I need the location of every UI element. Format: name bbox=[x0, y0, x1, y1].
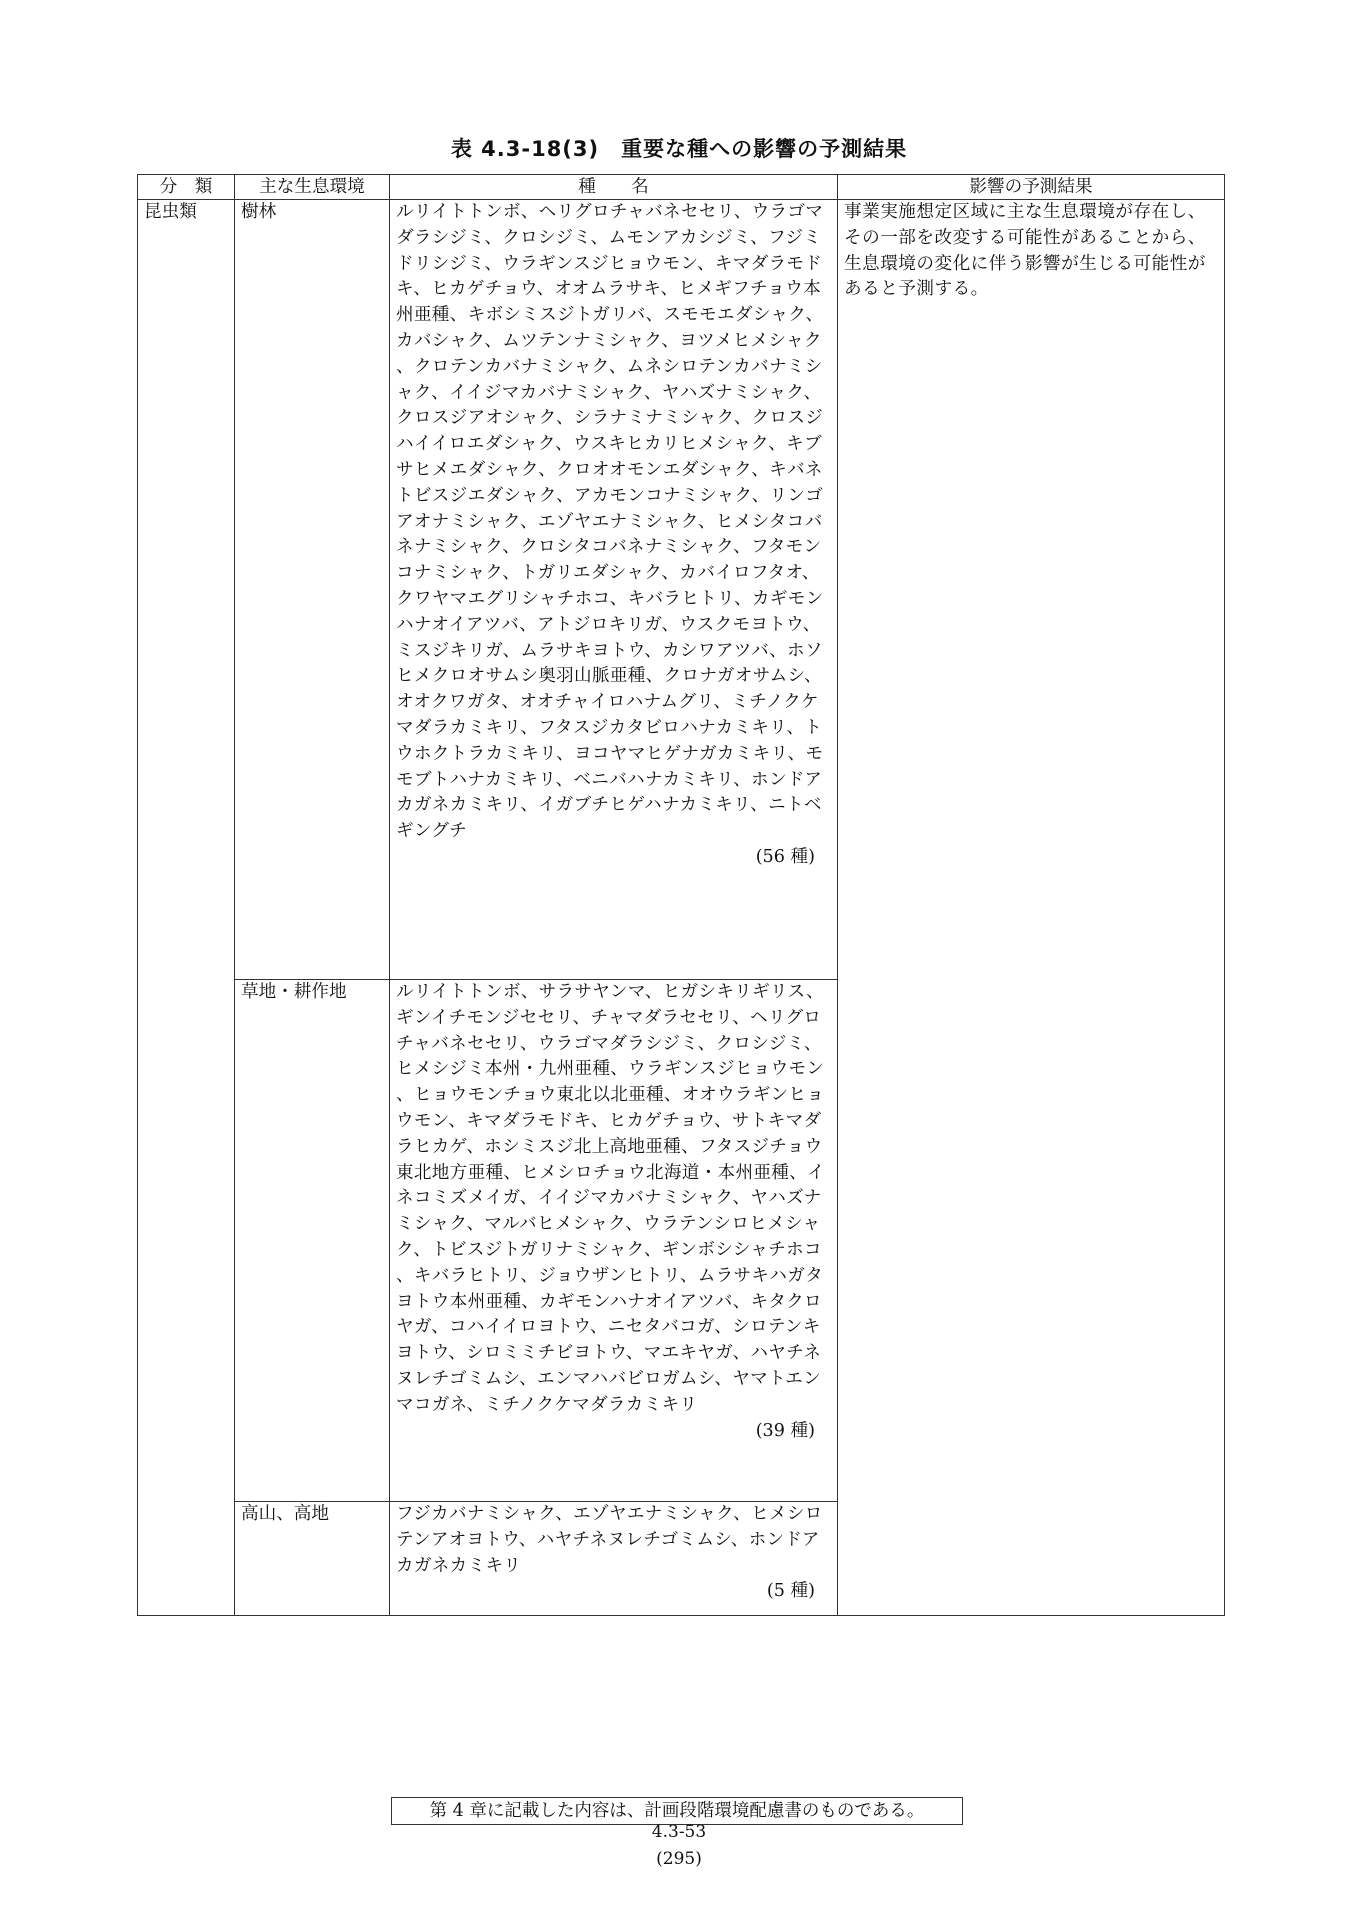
species-cell bbox=[390, 200, 838, 980]
habitat-cell: 樹林 bbox=[235, 200, 390, 980]
species-list: ルリイトトンボ、サラサヤンマ、ヒガシキリギリス、ギンイチモンジセセリ、チャマダラセセリ、ヘリグロチャバネセセリ、ウラゴマダラシジミ、クロシジミ、ヒメシジミ本州・九州亜種、ウラギンスジヒョウモン、ヒョウモンチョウ東北以北亜種、オオウラギンヒョウモン、キマダラモドキ、ヒカゲチョウ、サトキマダラヒカゲ、ホシミスジ北上高地亜種、フタスジチョウ東北地方亜種、ヒメシロチョウ北海道・本州亜種、イネコミズメイガ、イイジマカバナミシャク、ヤハズナミシャク、マルバヒメシャク、ウラテンシロヒメシャク、トビスジトガリナミシャク、ギンボシシャチホコ、キバラヒトリ、ジョウザンヒトリ、ムラサキハガタヨトウ本州亜種、カギモンハナオイアツバ、キタクロヤガ、コハイイロヨトウ、ニセタバコガ、シロテンキヨトウ、シロミミチビヨトウ、マエキヤガ、ハヤチネヌレチゴミムシ、エンマハバビロガムシ、ヤマトエンマコガネ、ミチノクケマダラカミキリ bbox=[396, 982, 825, 1415]
header-habitat: 主な生息環境 bbox=[235, 175, 390, 200]
category-cell: 昆虫類 bbox=[138, 200, 235, 1616]
footer-note: 第 4 章に記載した内容は、計画段階環境配慮書のものである。 bbox=[391, 1797, 963, 1825]
species-list: フジカバナミシャク、エゾヤエナミシャク、ヒメシロテンアオヨトウ、ハヤチネヌレチゴミムシ、ホンドアカガネカミキリ bbox=[396, 1504, 823, 1576]
species-count: (39 種) bbox=[755, 1420, 815, 1441]
species-list: ルリイトトンボ、ヘリグロチャバネセセリ、ウラゴマダラシジミ、クロシジミ、ムモンアカシジミ、フジミドリシジミ、ウラギンスジヒョウモン、キマダラモドキ、ヒカゲチョウ、オオムラサキ、ヒメギフチョウ本州亜種、キボシミスジトガリバ、スモモエダシャク、カバシャク、ムツテンナミシャク、ヨツメヒメシャク、クロテンカバナミシャク、ムネシロテンカバナミシャク、イイジマカバナミシャク、ヤハズナミシャク、クロスジアオシャク、シラナミナミシャク、クロスジハイイロエダシャク、ウスキヒカリヒメシャク、キブサヒメエダシャク、クロオオモンエダシャク、キバネトビスジエダシャク、アカモンコナミシャク、リンゴアオナミシャク、エゾヤエナミシャク、ヒメシタコバネナミシャク、クロシタコバネナミシャク、フタモンコナミシャク、トガリエダシャク、カバイロフタオ、クワヤマエグリシャチホコ、キバラヒトリ、カギモンハナオイアツバ、アトジロキリガ、ウスクモヨトウ、ミスジキリガ、ムラサキヨトウ、カシワアツバ、ホソヒメクロオサムシ奥羽山脈亜種、クロナガオサムシ、オオクワガタ、オオチャイロハナムグリ、ミチノクケマダラカミキリ、フタスジカタビロハナカミキリ、トウホクトラカミキリ、ヨコヤマヒゲナガカミキリ、モモブトハナカミキリ、ベニバハナカミキリ、ホンドアカガネカミキリ、イガブチヒゲハナカミキリ、ニトベギングチ bbox=[396, 202, 824, 842]
habitat-cell: 草地・耕作地 bbox=[235, 980, 390, 1502]
species-count: (5 種) bbox=[766, 1581, 815, 1602]
species-cell bbox=[390, 980, 838, 1502]
table-row bbox=[138, 200, 1225, 980]
table-header-row bbox=[138, 175, 1225, 200]
result-cell bbox=[838, 200, 1225, 1616]
page-number: 4.3-53 bbox=[651, 1822, 707, 1842]
species-count: (56 種) bbox=[755, 846, 815, 867]
result-text: 事業実施想定区域に主な生息環境が存在し、その一部を改変する可能性があることから、生息環境の変化に伴う影響が生じる可能性があると予測する。 bbox=[844, 202, 1206, 300]
table-title: 表 4.3-18(3) 重要な種への影響の予測結果 bbox=[450, 137, 908, 161]
header-result: 影響の予測結果 bbox=[838, 175, 1225, 200]
species-cell bbox=[390, 1502, 838, 1616]
species-impact-table bbox=[137, 174, 1225, 1616]
habitat-cell: 高山、高地 bbox=[235, 1502, 390, 1616]
header-species: 種 名 bbox=[390, 175, 838, 200]
header-classification: 分 類 bbox=[138, 175, 235, 200]
page-number-sub: (295) bbox=[656, 1849, 702, 1869]
